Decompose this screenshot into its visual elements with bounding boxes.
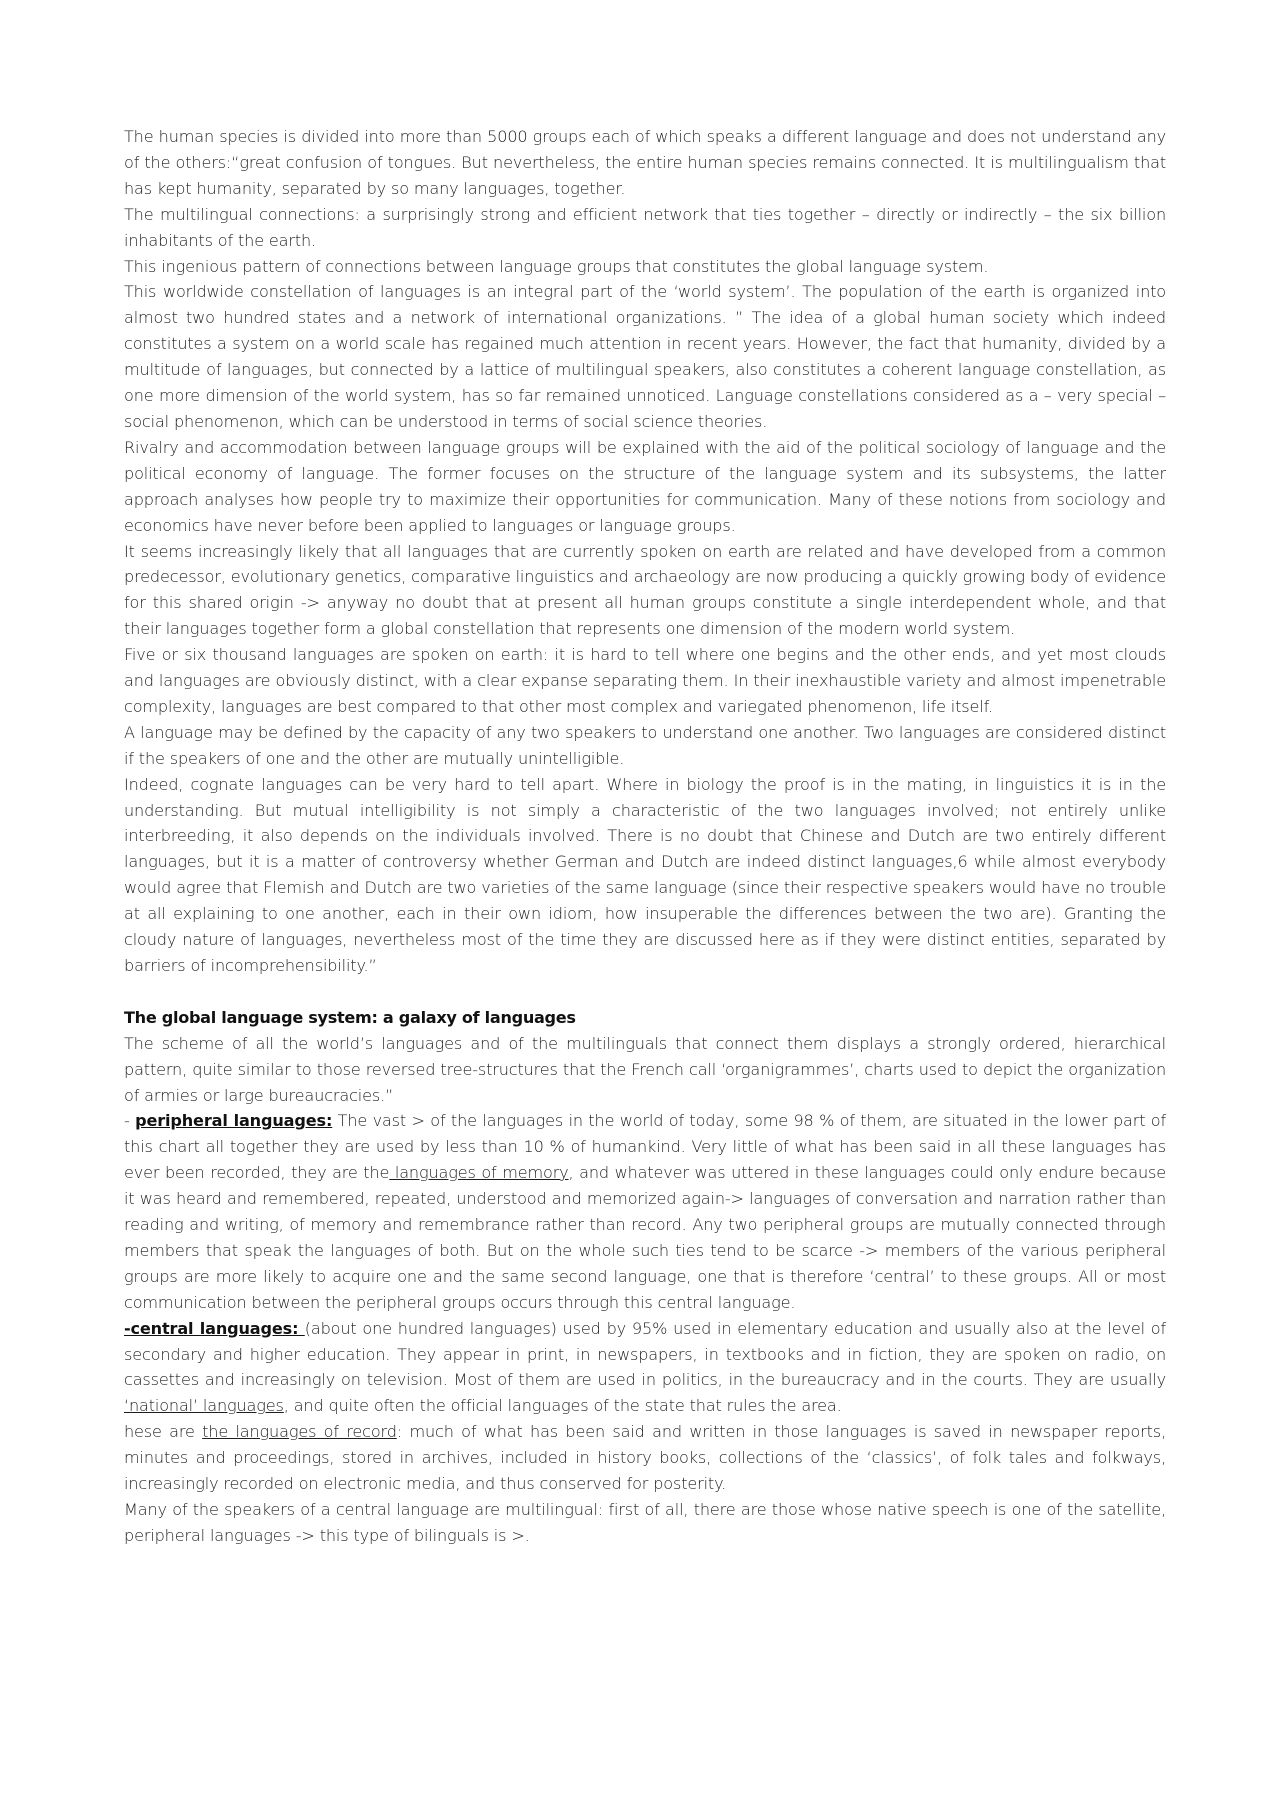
paragraph-record (124, 1419, 1166, 1497)
term-languages-of-record: the languages of record (202, 1422, 397, 1442)
peripheral-text-b: , and whatever was uttered in these languages could only endure because it was heard and remembered, repeated, understood and memorized again-> languages of conversation and narration rather than reading and writing, of memory and remembrance rather than record. Any two peripheral groups are mutually connected through members that speak the languages of both. But on the whole such ties tend to be scarce -> members of the various peripheral groups are more likely to acquire one and the same second language, one that is therefore ‘central’ to these groups. All or most communication between the peripheral groups occurs through this central language. (124, 1163, 1166, 1312)
paragraph-central (124, 1316, 1166, 1420)
paragraph-connections: The multilingual connections: a surprisingly strong and efficient network that ties together – directly or indirectly – the six billion inhabitants of the earth. (124, 204, 1166, 250)
record-text-b: : much of what has been said and written in those languages is saved in newspaper reports, minutes and proceedings, stored in archives, included in history books, collections of the ‘classics’, of folk tales and folkways, increasingly recorded on electronic media, and thus conserved for posterity. (124, 1422, 1167, 1494)
paragraph-cognate: Indeed, cognate languages can be very hard to tell apart. Where in biology the proof is in the mating, in linguistics it is in the understanding. But mutual intelligibility is not simply a characteristic of the two languages involved; not entirely unlike interbreeding, it also depends on the individuals involved. There is no doubt that Chinese and Dutch are two entirely different languages, but it is a matter of controversy whether German and Dutch are indeed distinct languages,6 while almost everybody would agree that Flemish and Dutch are two varieties of the same language (since their respective speakers would have no trouble at all explaining to one another, each in their own idiom, how insuperable the differences between the two are). Granting the cloudy nature of languages, nevertheless most of the time they are discussed here as if they were distinct entities, separated by barriers of incomprehensibility.” (124, 774, 1166, 975)
term-central-languages: -central languages: (124, 1318, 305, 1338)
paragraph-multilingualism: The human species is divided into more than 5000 groups each of which speaks a different language and does not understand any of the others:“great confusion of tongues. But nevertheless, the entire human species remains connected. It is multilingualism that has kept humanity, separated by so many languages, together. (124, 127, 1166, 198)
paragraph-five-thousand: Five or six thousand languages are spoken on earth: it is hard to tell where one begins and the other ends, and yet most clouds and languages are obviously distinct, with a clear expanse separating them. In their inexhaustible variety and almost impenetrable complexity, languages are best compared to that other most complex and variegated phenomenon, life itself. (124, 645, 1166, 716)
term-peripheral-languages: peripheral languages: (135, 1111, 333, 1131)
paragraph-definition: A language may be defined by the capacity of any two speakers to understand one another. Two languages are considered distinct if the speakers of one and the other are mutually unintelligible. (124, 722, 1166, 768)
record-text-a: hese are (124, 1422, 203, 1442)
paragraph-gap (124, 979, 1166, 1005)
paragraph-global-system: This ingenious pattern of connections between language groups that constitutes the global language system. (124, 256, 989, 276)
term-national-languages: ‘national’ languages (124, 1396, 284, 1416)
paragraph-peripheral (124, 1108, 1166, 1315)
paragraph-closing: Many of the speakers of a central language are multilingual: first of all, there are those whose native speech is one of the satellite, peripheral languages -> this type of bilinguals is >. (124, 1500, 1166, 1545)
term-languages-of-memory: languages of memory (389, 1163, 569, 1183)
bullet-dash: - (124, 1111, 136, 1131)
document-page (124, 124, 1166, 1549)
peripheral-text-a: The vast > of the languages in the world of today, some 98 % of them, are situated in the lower part of this chart all together they are used by less than 10 % of humankind. Very little of what has been said in all these languages has ever been recorded, they are the (124, 1111, 1167, 1183)
section-intro: The scheme of all the world’s languages and of the multilinguals that connect them displays a strongly ordered, hierarchical pattern, quite similar to those reversed tree-structures that the French call ‘organigrammes’, charts used to depict the organization of armies or large bureaucracies.” (124, 1033, 1166, 1105)
paragraph-common-origin: It seems increasingly likely that all languages that are currently spoken on earth are related and have developed from a common predecessor, evolutionary genetics, comparative linguistics and archaeology are now producing a quickly growing body of evidence for this shared origin -> anyway no doubt that at present all human groups constitute a single interdependent whole, and that their languages together form a global constellation that represents one dimension of the modern world system. (124, 541, 1166, 639)
central-text-b: , and quite often the official languages of the state that rules the area. (283, 1396, 842, 1416)
central-text-a: (about one hundred languages) used by 95% used in elementary education and usually also at the level of secondary and higher education. They appear in print, in newspapers, in textbooks and in fiction, they are spoken on radio, on cassettes and increasingly on television. Most of them are used in politics, in the bureaucracy and in the courts. They are usually (124, 1318, 1166, 1390)
paragraph-world-system: This worldwide constellation of languages is an integral part of the ‘world system’. The population of the earth is organized into almost two hundred states and a network of international organizations. ” The idea of a global human society which indeed constitutes a system on a world scale has regained much attention in recent years. However, the fact that humanity, divided by a multitude of languages, but connected by a lattice of multilingual speakers, also constitutes a coherent language constellation, as one more dimension of the world system, has so far remained unnoticed. Language constellations considered as a – very special – social phenomenon, which can be understood in terms of social science theories. (124, 282, 1166, 431)
section-heading: The global language system: a galaxy of languages (124, 1007, 576, 1027)
paragraph-rivalry: Rivalry and accommodation between language groups will be explained with the aid of the political sociology of language and the political economy of language. The former focuses on the structure of the language system and its subsystems, the latter approach analyses how people try to maximize their opportunities for communication. Many of these notions from sociology and economics have never before been applied to languages or language groups. (124, 437, 1166, 535)
